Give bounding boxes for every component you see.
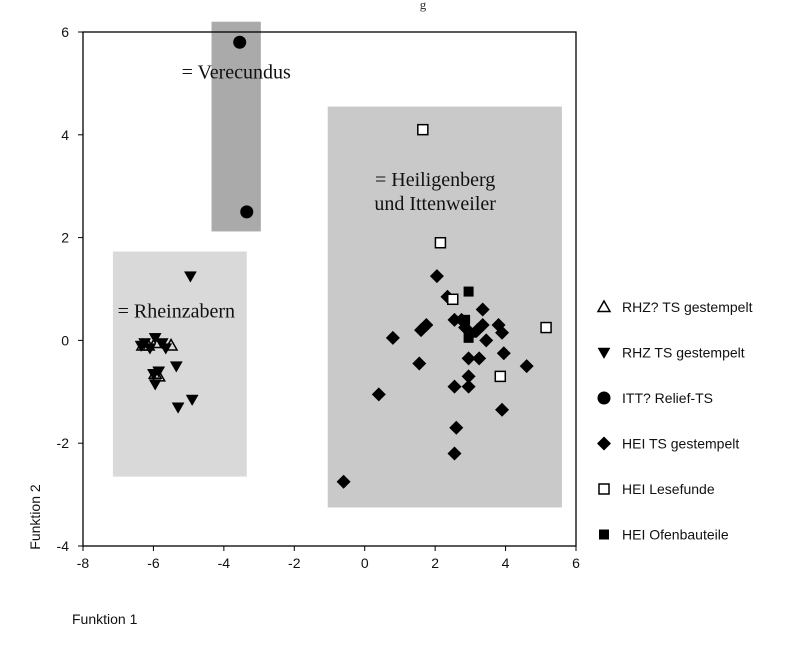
- data-point-square: [460, 315, 470, 325]
- legend-marker-diamond: [597, 437, 611, 451]
- data-point-circle: [240, 205, 253, 218]
- legend-label: HEI TS gestempelt: [622, 435, 740, 452]
- legend-label: RHZ TS gestempelt: [622, 344, 745, 361]
- data-point-square: [467, 328, 477, 338]
- x-tick-label: 2: [431, 555, 440, 571]
- y-tick-label: 0: [61, 332, 69, 349]
- data-point-square-open: [541, 323, 551, 333]
- region-label-0: = Verecundus: [181, 61, 291, 84]
- region-label-2: = Rheinzabern: [117, 300, 235, 323]
- data-point-square: [464, 287, 474, 297]
- x-tick-label: 6: [572, 555, 580, 571]
- y-axis-title: Funktion 2: [27, 484, 43, 550]
- region-0: [212, 22, 261, 232]
- region-1: [328, 107, 562, 508]
- x-tick-label: -2: [288, 555, 301, 571]
- legend-marker-square: [599, 530, 609, 540]
- data-point-square-open: [495, 371, 505, 381]
- legend-label: HEI Lesefunde: [622, 481, 715, 497]
- legend-label: RHZ? TS gestempelt: [622, 299, 753, 315]
- y-tick-label: 4: [61, 126, 69, 143]
- x-axis-title: Funktion 1: [72, 611, 138, 627]
- legend-marker-triangle-down: [598, 348, 610, 359]
- data-point-square-open: [448, 294, 458, 304]
- x-tick-label: -8: [76, 555, 90, 571]
- x-tick-label: 4: [501, 555, 510, 571]
- header-fragment: g: [419, 0, 427, 12]
- legend-marker-triangle-up-open: [598, 301, 610, 312]
- y-tick-label: -2: [56, 435, 69, 452]
- y-tick-label: 2: [61, 229, 69, 246]
- legend-marker-square-open: [599, 484, 609, 494]
- data-point-square-open: [418, 125, 428, 135]
- x-tick-label: 0: [360, 555, 369, 571]
- legend-label: ITT? Relief-TS: [622, 390, 714, 406]
- data-point-circle: [233, 36, 246, 49]
- x-tick-label: -4: [217, 555, 231, 571]
- x-tick-label: -6: [147, 555, 160, 571]
- legend-label: HEI Ofenbauteile: [622, 526, 729, 543]
- y-tick-label: 6: [61, 24, 69, 40]
- data-point-square-open: [435, 238, 445, 248]
- legend-marker-circle: [598, 392, 611, 405]
- y-tick-label: -4: [56, 538, 69, 554]
- region-label-1: = Heiligenberg: [374, 169, 496, 192]
- region-label-1-line2: und Ittenweiler: [374, 193, 496, 216]
